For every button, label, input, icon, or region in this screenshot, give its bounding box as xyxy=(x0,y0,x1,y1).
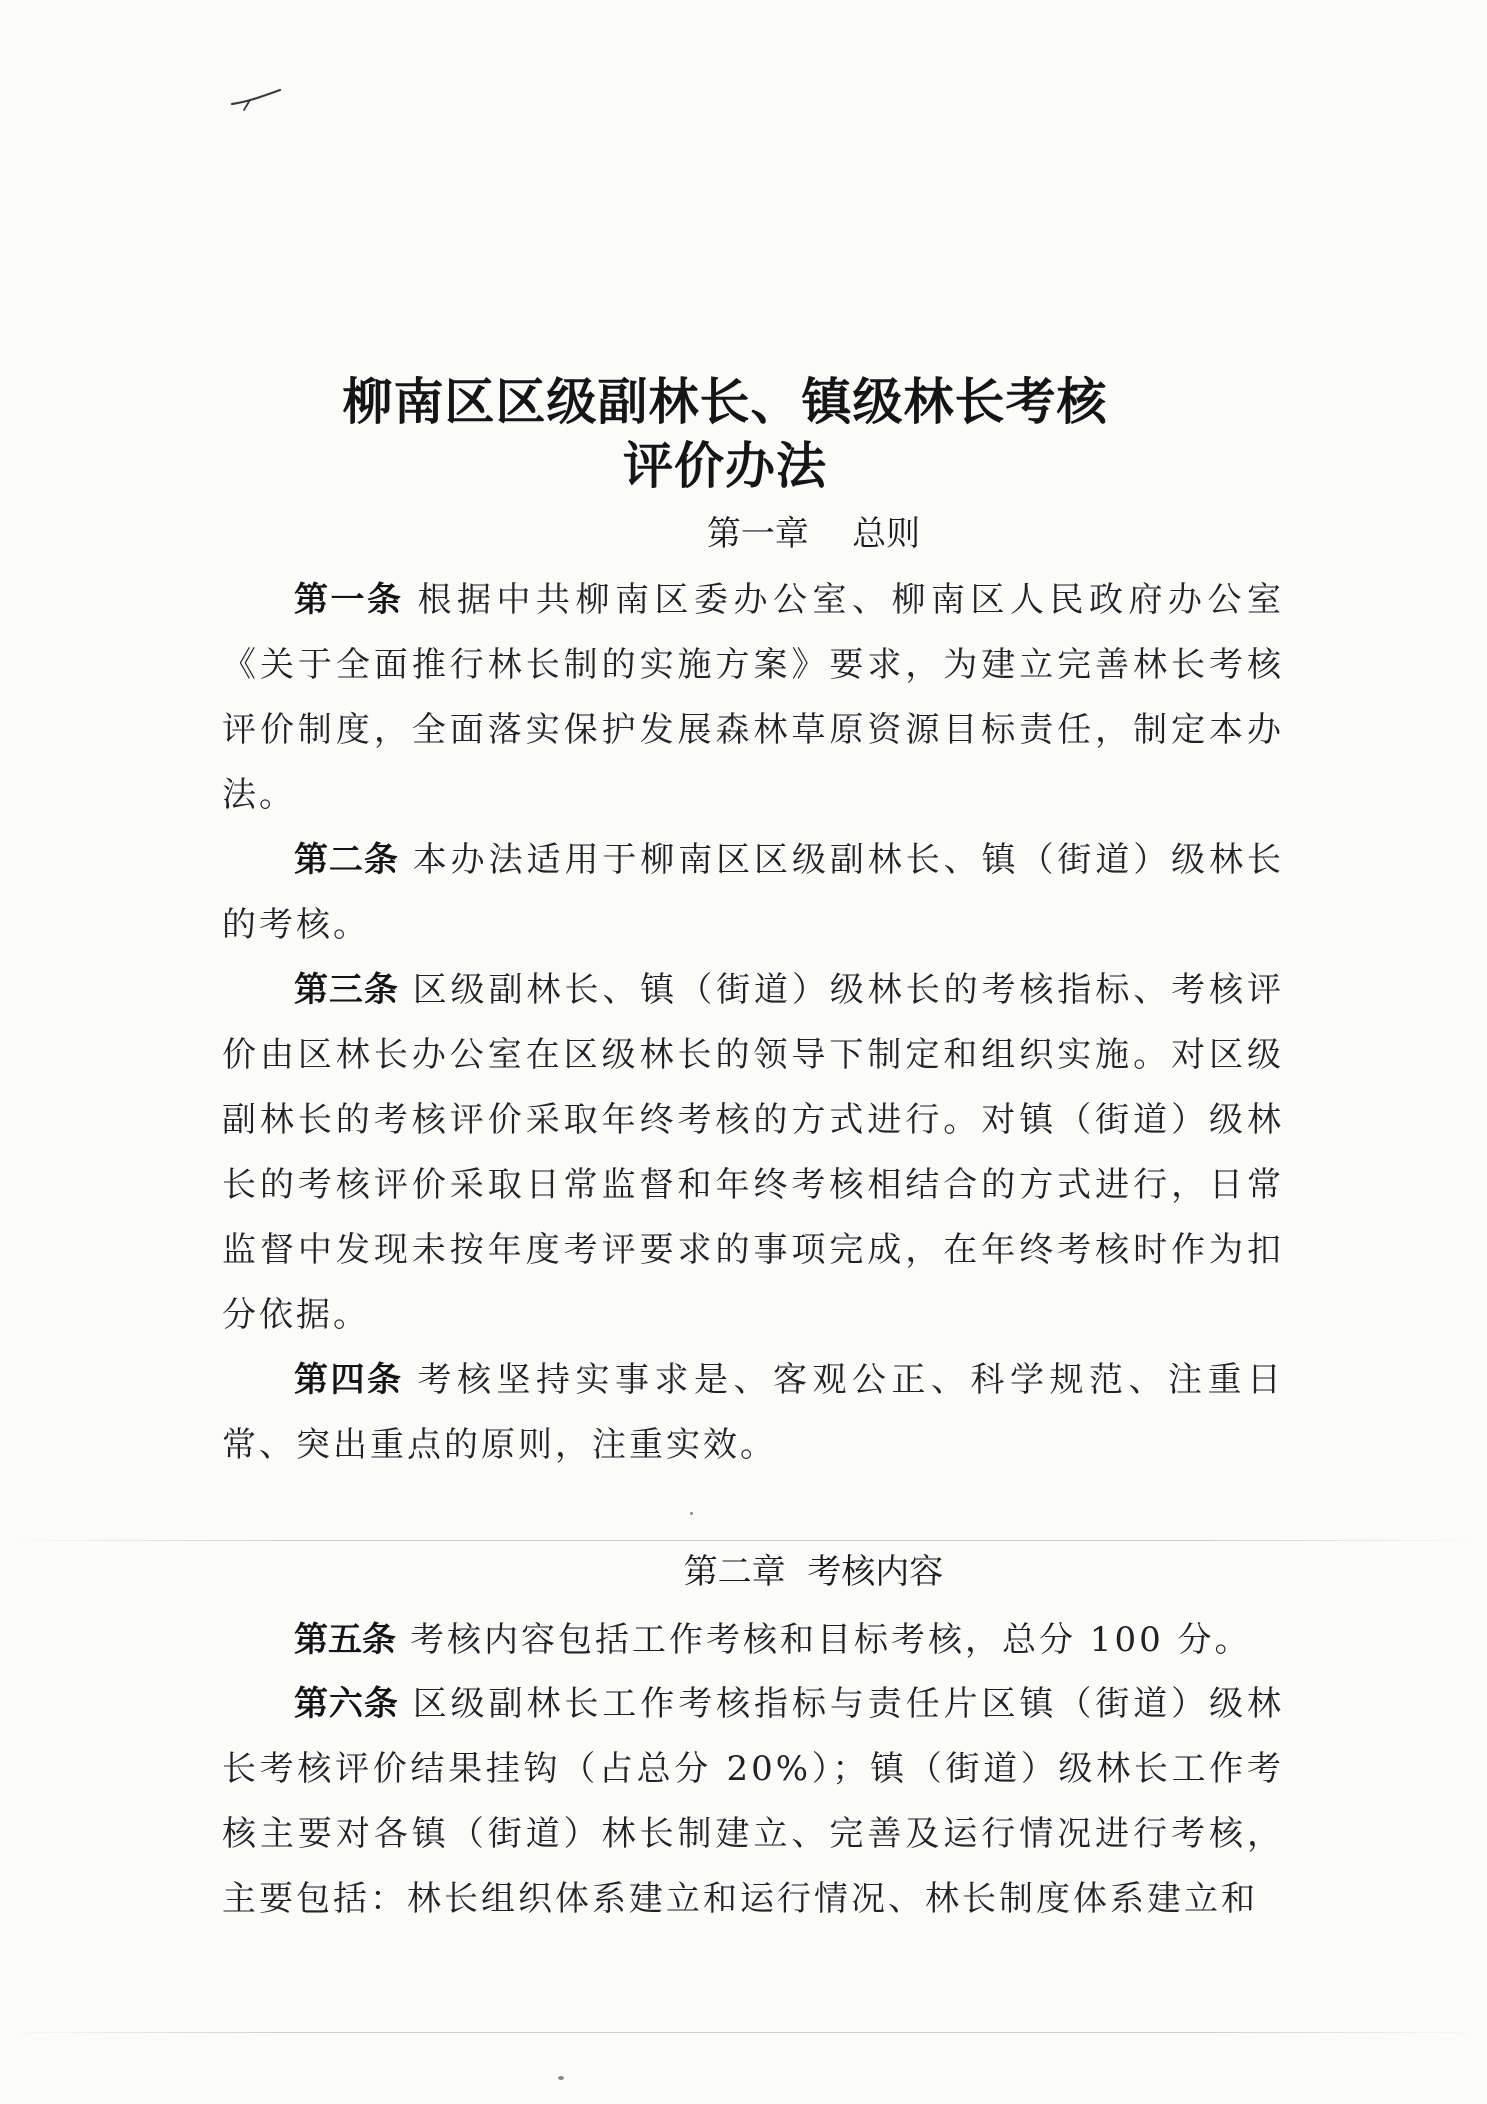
article-4 xyxy=(222,1348,1284,1478)
article-1 xyxy=(222,568,1284,828)
article-text: 本办法适用于柳南区区级副林长、镇（街道）级林长的考核。 xyxy=(222,840,1285,945)
title-line-1: 柳南区区级副林长、镇级林长考核 xyxy=(342,372,1108,431)
article-label: 第二条 xyxy=(294,840,399,880)
scan-fold-line xyxy=(0,1540,1487,1541)
scan-mark-icon xyxy=(228,84,288,114)
article-text: 区级副林长工作考核指标与责任片区镇（街道）级林长考核评价结果挂钩（占总分 20%）；镇（街道）级林长工作考核主要对各镇（街道）林长制建立、完善及运行情况进行考核，主要包括：林长组织体系建立和运行情况、林长制度体系建立和 xyxy=(222,1684,1285,1919)
article-3 xyxy=(222,958,1284,1348)
chapter-heading-1: 第一章 总则 xyxy=(706,514,921,554)
article-label: 第四条 xyxy=(294,1360,404,1400)
article-label: 第三条 xyxy=(294,970,399,1010)
article-text: 考核坚持实事求是、客观公正、科学规范、注重日常、突出重点的原则，注重实效。 xyxy=(222,1360,1284,1465)
title-line-2: 评价办法 xyxy=(623,436,827,495)
chapter-heading-2: 第二章 考核内容 xyxy=(683,1552,944,1592)
article-2 xyxy=(222,828,1284,958)
article-text: 根据中共柳南区委办公室、柳南区人民政府办公室《关于全面推行林长制的实施方案》要求，为建立完善林长考核评价制度，全面落实保护发展森林草原资源目标责任，制定本办法。 xyxy=(222,580,1284,815)
scan-speck xyxy=(690,1512,693,1515)
article-5 xyxy=(222,1608,1284,1673)
article-label: 第五条 xyxy=(294,1620,396,1660)
article-label: 第一条 xyxy=(294,580,404,620)
document-title xyxy=(200,370,1250,498)
article-6 xyxy=(222,1672,1284,1932)
article-text: 考核内容包括工作考核和目标考核，总分 100 分。 xyxy=(410,1620,1252,1660)
scan-edge-line xyxy=(0,2032,1487,2033)
scan-speck xyxy=(558,2076,564,2080)
article-text: 区级副林长、镇（街道）级林长的考核指标、考核评价由区林长办公室在区级林长的领导下制定和组织实施。对区级副林长的考核评价采取年终考核的方式进行。对镇（街道）级林长的考核评价采取日常监督和年终考核相结合的方式进行，日常监督中发现未按年度考评要求的事项完成，在年终考核时作为扣分依据。 xyxy=(222,970,1285,1335)
article-label: 第六条 xyxy=(294,1684,399,1724)
